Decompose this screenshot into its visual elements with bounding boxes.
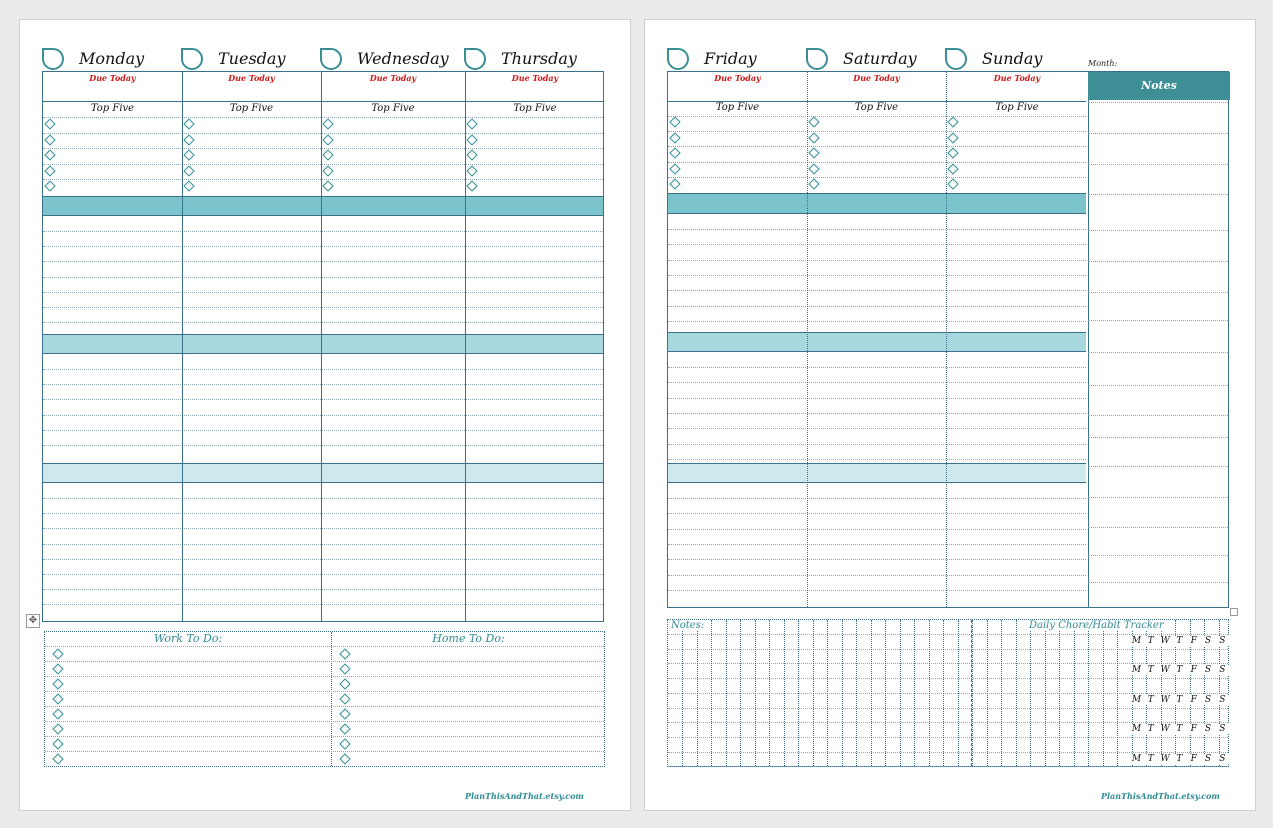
checkbox-diamond-icon[interactable] <box>183 118 194 129</box>
todo-line <box>45 706 604 707</box>
checkbox-diamond-icon[interactable] <box>322 118 333 129</box>
tracker-line <box>668 678 1228 679</box>
checkbox-diamond-icon[interactable] <box>339 738 350 749</box>
table-resize-handle-icon[interactable] <box>1230 608 1238 616</box>
tracker-column <box>769 620 770 766</box>
checkbox-diamond-icon[interactable] <box>44 165 55 176</box>
home-todo-label: Home To Do: <box>432 632 505 645</box>
tracker-column <box>1117 620 1118 766</box>
schedule-line <box>668 529 1086 530</box>
row-line <box>668 177 1086 178</box>
schedule-line <box>668 498 1086 499</box>
tracker-day-letter: S <box>1202 724 1215 734</box>
checkbox-diamond-icon[interactable] <box>44 118 55 129</box>
notes-line <box>1088 582 1228 583</box>
day-checkbox-icon[interactable] <box>320 48 342 70</box>
day-name: Thursday <box>501 49 577 68</box>
time-block-band <box>668 463 1086 483</box>
tracker-column <box>798 620 799 766</box>
schedule-line <box>43 544 603 545</box>
tracker-day-letter: M <box>1131 636 1142 646</box>
notes-line <box>1088 527 1228 528</box>
notes-line <box>1088 164 1228 165</box>
checkbox-diamond-icon[interactable] <box>669 163 680 174</box>
tracker-line <box>668 766 1228 767</box>
tracker-line <box>668 649 1228 650</box>
tracker-column <box>972 620 973 766</box>
row-line <box>43 179 603 180</box>
notes-line <box>1088 352 1228 353</box>
notes-line <box>1088 437 1228 438</box>
checkbox-diamond-icon[interactable] <box>947 132 958 143</box>
day-name: Wednesday <box>357 49 449 68</box>
tracker-column <box>871 620 872 766</box>
todo-line <box>45 691 604 692</box>
tracker-day-letter: M <box>1131 695 1142 705</box>
tracker-day-letter: S <box>1202 665 1215 675</box>
checkbox-diamond-icon[interactable] <box>52 648 63 659</box>
checkbox-diamond-icon[interactable] <box>339 693 350 704</box>
schedule-line <box>668 413 1086 414</box>
schedule-line <box>43 528 603 529</box>
row-line <box>43 148 603 149</box>
checkbox-diamond-icon[interactable] <box>947 147 958 158</box>
tracker-column <box>813 620 814 766</box>
tracker-column <box>842 620 843 766</box>
due-today-label: Due Today <box>853 73 900 83</box>
row-divider <box>43 101 603 102</box>
notes-line <box>1088 230 1228 231</box>
notes-line <box>1088 385 1228 386</box>
tracker-day-letter: S <box>1216 665 1229 675</box>
schedule-line <box>43 261 603 262</box>
row-line <box>668 162 1086 163</box>
checkbox-diamond-icon[interactable] <box>808 147 819 158</box>
checkbox-diamond-icon[interactable] <box>947 178 958 189</box>
checkbox-diamond-icon[interactable] <box>339 723 350 734</box>
day-header <box>320 45 464 71</box>
checkbox-diamond-icon[interactable] <box>808 132 819 143</box>
notes-header: Notes <box>1088 72 1230 100</box>
checkbox-diamond-icon[interactable] <box>669 116 680 127</box>
schedule-line <box>43 322 603 323</box>
schedule-line <box>43 246 603 247</box>
tracker-day-letter: W <box>1160 724 1170 734</box>
time-block-band <box>43 196 603 216</box>
top-five-label: Top Five <box>995 102 1039 113</box>
schedule-line <box>668 444 1086 445</box>
row-line <box>43 164 603 165</box>
checkbox-diamond-icon[interactable] <box>52 708 63 719</box>
weekly-grid <box>42 71 604 622</box>
time-block-band <box>43 334 603 354</box>
checkbox-diamond-icon[interactable] <box>466 180 477 191</box>
day-checkbox-icon[interactable] <box>42 48 64 70</box>
todo-line <box>45 721 604 722</box>
top-five-label: Top Five <box>229 103 274 114</box>
checkbox-diamond-icon[interactable] <box>339 648 350 659</box>
tracker-day-letter: S <box>1216 636 1229 646</box>
right-planner-page <box>644 19 1256 811</box>
tracker-day-letter: T <box>1173 754 1186 764</box>
tracker-day-letter: T <box>1144 724 1157 734</box>
tracker-day-letter: S <box>1216 724 1229 734</box>
checkbox-diamond-icon[interactable] <box>44 180 55 191</box>
checkbox-diamond-icon[interactable] <box>339 708 350 719</box>
notes-line <box>1088 466 1228 467</box>
tracker-day-letter: T <box>1173 636 1186 646</box>
tracker-day-letter: S <box>1216 695 1229 705</box>
time-block-band <box>668 332 1086 352</box>
notes-line <box>1088 497 1228 498</box>
schedule-line <box>668 321 1086 322</box>
checkbox-diamond-icon[interactable] <box>322 134 333 145</box>
tracker-line <box>668 752 1228 753</box>
checkbox-diamond-icon[interactable] <box>669 147 680 158</box>
checkbox-diamond-icon[interactable] <box>52 753 63 764</box>
tracker-line <box>668 722 1228 723</box>
table-move-handle-icon[interactable]: ✥ <box>26 614 40 628</box>
tracker-column <box>929 620 930 766</box>
schedule-line <box>43 559 603 560</box>
due-today-label: Due Today <box>89 73 136 83</box>
tracker-column <box>856 620 857 766</box>
tracker-column <box>943 620 944 766</box>
schedule-line <box>43 307 603 308</box>
time-block-band <box>43 463 603 483</box>
day-checkbox-icon[interactable] <box>806 48 828 70</box>
day-checkbox-icon[interactable] <box>667 48 689 70</box>
schedule-line <box>668 398 1086 399</box>
checkbox-diamond-icon[interactable] <box>52 678 63 689</box>
day-header <box>806 45 945 71</box>
schedule-line <box>668 229 1086 230</box>
checkbox-diamond-icon[interactable] <box>669 132 680 143</box>
day-name: Tuesday <box>218 49 286 68</box>
day-checkbox-icon[interactable] <box>945 48 967 70</box>
schedule-line <box>43 445 603 446</box>
tracker-line <box>668 737 1228 738</box>
checkbox-diamond-icon[interactable] <box>52 663 63 674</box>
schedule-line <box>43 498 603 499</box>
schedule-line <box>668 306 1086 307</box>
schedule-line <box>43 384 603 385</box>
left-planner-page <box>19 19 631 811</box>
day-name: Sunday <box>982 49 1043 68</box>
tracker-day-letter: W <box>1160 636 1170 646</box>
schedule-line <box>43 589 603 590</box>
day-header <box>667 45 806 71</box>
tracker-day-letter: S <box>1202 695 1215 705</box>
todo-line <box>45 751 604 752</box>
schedule-line <box>668 459 1086 460</box>
day-checkbox-icon[interactable] <box>464 48 486 70</box>
checkbox-diamond-icon[interactable] <box>44 134 55 145</box>
tracker-day-letter: F <box>1187 695 1200 705</box>
day-name: Saturday <box>843 49 917 68</box>
checkbox-diamond-icon[interactable] <box>466 165 477 176</box>
schedule-line <box>43 292 603 293</box>
tracker-column <box>755 620 756 766</box>
tracker-column <box>711 620 712 766</box>
todo-line <box>45 676 604 677</box>
schedule-line <box>43 231 603 232</box>
tracker-day-letter: T <box>1144 636 1157 646</box>
day-header <box>42 45 181 71</box>
checkbox-diamond-icon[interactable] <box>808 116 819 127</box>
day-name: Friday <box>704 49 757 68</box>
tracker-day-letter: F <box>1187 665 1200 675</box>
todo-column-divider <box>331 632 332 766</box>
checkbox-diamond-icon[interactable] <box>52 693 63 704</box>
schedule-line <box>43 415 603 416</box>
schedule-line <box>668 544 1086 545</box>
top-five-label: Top Five <box>513 103 557 114</box>
tracker-column <box>1016 620 1017 766</box>
day-header <box>464 45 604 71</box>
tracker-day-letter: W <box>1160 754 1170 764</box>
tracker-day-letter: F <box>1187 754 1200 764</box>
schedule-line <box>43 399 603 400</box>
tracker-day-letter: S <box>1202 636 1215 646</box>
checkbox-diamond-icon[interactable] <box>52 723 63 734</box>
time-block-band <box>668 193 1086 214</box>
footer-url: PlanThisAndThat.etsy.com <box>1101 791 1220 801</box>
weekly-grid <box>667 71 1229 608</box>
schedule-line <box>668 244 1086 245</box>
tracker-column <box>1074 620 1075 766</box>
footer-url: PlanThisAndThat.etsy.com <box>465 791 584 801</box>
habit-tracker <box>667 619 1229 767</box>
notes-line <box>1088 194 1228 195</box>
checkbox-diamond-icon[interactable] <box>466 134 477 145</box>
row-line <box>43 117 603 118</box>
schedule-line <box>668 575 1086 576</box>
due-today-label: Due Today <box>993 73 1041 83</box>
schedule-line <box>43 369 603 370</box>
tracker-column <box>1059 620 1060 766</box>
tracker-column <box>900 620 901 766</box>
notes-line <box>1088 292 1228 293</box>
day-header <box>945 45 1087 71</box>
checkbox-diamond-icon[interactable] <box>808 178 819 189</box>
notes-line <box>1088 415 1228 416</box>
schedule-line <box>668 290 1086 291</box>
checkbox-diamond-icon[interactable] <box>339 663 350 674</box>
tracker-day-letter: T <box>1144 754 1157 764</box>
due-today-label: Due Today <box>511 73 559 83</box>
row-line <box>668 116 1086 117</box>
todo-line <box>45 736 604 737</box>
schedule-line <box>43 574 603 575</box>
schedule-line <box>43 430 603 431</box>
tracker-column <box>726 620 727 766</box>
tracker-day-letter: S <box>1202 754 1215 764</box>
row-line <box>668 131 1086 132</box>
checkbox-diamond-icon[interactable] <box>466 149 477 160</box>
tracker-day-letter: M <box>1131 754 1142 764</box>
checkbox-diamond-icon[interactable] <box>808 163 819 174</box>
row-line <box>43 133 603 134</box>
notes-line <box>1088 320 1228 321</box>
day-checkbox-icon[interactable] <box>181 48 203 70</box>
tracker-day-letter: M <box>1131 665 1142 675</box>
checkbox-diamond-icon[interactable] <box>183 165 194 176</box>
top-five-label: Top Five <box>90 103 135 114</box>
notes-line <box>1088 133 1228 134</box>
checkbox-diamond-icon[interactable] <box>183 149 194 160</box>
checkbox-diamond-icon[interactable] <box>44 149 55 160</box>
top-five-label: Top Five <box>371 103 415 114</box>
schedule-line <box>43 513 603 514</box>
schedule-line <box>668 275 1086 276</box>
tracker-day-letter: F <box>1187 724 1200 734</box>
tracker-title: Daily Chore/Habit Tracker <box>1029 620 1164 631</box>
tracker-day-letter: T <box>1144 695 1157 705</box>
top-five-label: Top Five <box>715 102 760 113</box>
tracker-day-letter: W <box>1160 695 1170 705</box>
tracker-day-letter: T <box>1173 695 1186 705</box>
tracker-split <box>971 620 972 766</box>
tracker-day-letter: S <box>1216 754 1229 764</box>
tracker-day-letter: T <box>1173 665 1186 675</box>
tracker-day-letter: M <box>1131 724 1142 734</box>
todo-line <box>45 646 604 647</box>
schedule-line <box>668 260 1086 261</box>
tracker-column <box>885 620 886 766</box>
schedule-line <box>668 513 1086 514</box>
tracker-column <box>697 620 698 766</box>
tracker-line <box>668 663 1228 664</box>
tracker-day-letter: W <box>1160 665 1170 675</box>
tracker-column <box>682 620 683 766</box>
tracker-column <box>740 620 741 766</box>
tracker-day-letter: F <box>1187 636 1200 646</box>
tracker-column <box>1103 620 1104 766</box>
month-label: Month: <box>1088 59 1118 68</box>
checkbox-diamond-icon[interactable] <box>322 180 333 191</box>
checkbox-diamond-icon[interactable] <box>183 134 194 145</box>
tracker-notes-label: Notes: <box>671 620 705 631</box>
tracker-day-letter: T <box>1173 724 1186 734</box>
tracker-column <box>1045 620 1046 766</box>
checkbox-diamond-icon[interactable] <box>52 738 63 749</box>
due-today-label: Due Today <box>228 73 275 83</box>
checkbox-diamond-icon[interactable] <box>339 678 350 689</box>
day-name: Monday <box>79 49 145 68</box>
tracker-column <box>958 620 959 766</box>
checkbox-diamond-icon[interactable] <box>466 118 477 129</box>
schedule-line <box>668 559 1086 560</box>
schedule-line <box>668 590 1086 591</box>
checkbox-diamond-icon[interactable] <box>322 149 333 160</box>
tracker-column <box>1001 620 1002 766</box>
tracker-column <box>784 620 785 766</box>
due-today-label: Due Today <box>369 73 417 83</box>
tracker-day-letter: T <box>1144 665 1157 675</box>
schedule-line <box>43 604 603 605</box>
tracker-column <box>1030 620 1031 766</box>
row-line <box>668 146 1086 147</box>
checkbox-diamond-icon[interactable] <box>947 163 958 174</box>
notes-line <box>1088 261 1228 262</box>
todo-table <box>44 631 605 767</box>
day-header <box>181 45 320 71</box>
due-today-label: Due Today <box>714 73 761 83</box>
checkbox-diamond-icon[interactable] <box>183 180 194 191</box>
tracker-column <box>987 620 988 766</box>
schedule-line <box>668 367 1086 368</box>
notes-line <box>1088 555 1228 556</box>
tracker-line <box>668 708 1228 709</box>
notes-line <box>1088 102 1228 103</box>
schedule-line <box>43 277 603 278</box>
todo-line <box>45 661 604 662</box>
checkbox-diamond-icon[interactable] <box>947 116 958 127</box>
schedule-line <box>668 382 1086 383</box>
work-todo-label: Work To Do: <box>153 632 223 645</box>
tracker-line <box>668 693 1228 694</box>
tracker-column <box>914 620 915 766</box>
tracker-line <box>668 634 1228 635</box>
top-five-label: Top Five <box>854 102 899 113</box>
checkbox-diamond-icon[interactable] <box>669 178 680 189</box>
tracker-column <box>827 620 828 766</box>
checkbox-diamond-icon[interactable] <box>339 753 350 764</box>
schedule-line <box>668 428 1086 429</box>
checkbox-diamond-icon[interactable] <box>322 165 333 176</box>
tracker-column <box>1088 620 1089 766</box>
